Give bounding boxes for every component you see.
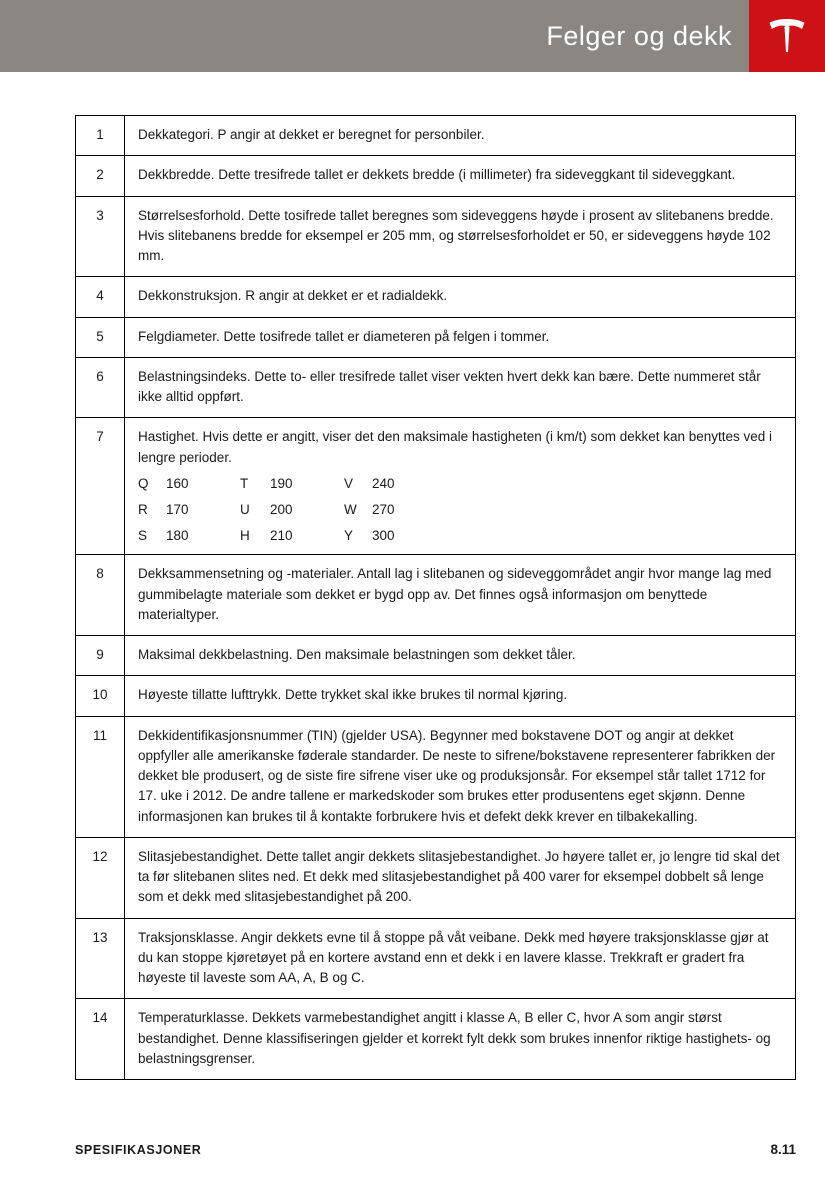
row-description-cell [125,418,795,554]
row-description-text: Maksimal dekkbelastning. Den maksimale belastningen som dekket tåler. [138,647,576,663]
row-description-text: Dekkategori. P angir at dekket er beregnet for personbiler. [138,127,485,142]
row-number: 13 [76,919,125,999]
table-row [75,197,796,278]
table-row [75,277,796,317]
page-header [0,0,825,72]
speed-letter: Q [138,475,149,491]
row-number: 2 [76,156,125,195]
table-row [75,318,796,358]
speed-value: 240 [372,475,395,491]
row-number: 3 [76,197,125,277]
table-row [75,115,796,156]
table-row [75,555,796,636]
row-description-text: Hastighet. Hvis dette er angitt, viser det den maksimale hastigheten (i km/t) som dekket kan benyttes ved i lengre perioder. [138,429,773,465]
table-row [75,717,796,838]
table-row [75,636,796,676]
row-description-text: Temperaturklasse. Dekkets varmebestandighet angitt i klasse A, B eller C, hvor A som angir størst bestandighet. Denne klassifiseringen gjelder et korrekt fylt dekk som brukes innenfor riktige hastighets- og belastningsgrenser. [138,1010,771,1066]
speed-letter: H [240,528,250,544]
tesla-logo-icon [766,15,808,57]
row-number: 8 [76,555,125,635]
row-description-cell [125,636,795,675]
row-number: 4 [76,277,125,316]
row-number: 14 [76,999,125,1079]
row-description-cell [125,318,795,357]
row-description-cell [125,156,795,195]
row-number: 7 [76,418,125,554]
table-row [75,838,796,919]
row-number: 9 [76,636,125,675]
row-description-text: Dekksammensetning og -materialer. Antall lag i slitebanen og sideveggområdet angir hvor mange lag med gummibelagte materiale som dekket er bygd opp av. Det finnes også informasjon om benyttede materialtyper. [138,566,772,622]
speed-letter: V [344,475,354,491]
page-footer [75,1142,796,1157]
speed-letter: T [240,475,249,491]
speed-value: 170 [166,501,189,517]
row-description-text: Dekkbredde. Dette tresifrede tallet er dekkets bredde (i millimeter) fra sideveggkant til sideveggkant. [138,167,736,183]
table-row [75,999,796,1080]
row-description-text: Felgdiameter. Dette tosifrede tallet er diameteren på felgen i tommer. [138,328,550,344]
speed-letter: Y [344,528,354,544]
speed-letter: U [240,501,250,517]
row-description-cell [125,358,795,418]
row-description-text: Dekkidentifikasjonsnummer (TIN) (gjelder USA). Begynner med bokstavene DOT og angir at dekket oppfyller alle amerikanske føderale standarder. De neste to sifrene/bokstavene representerer fabrikken der dekket ble produsert, og de siste fire sifrene viser uke og produksjonsår. For eksempel står tallet 1712 for 17. uke i 2012. De andre tallene er markedskoder som brukes etter produsentens eget skjønn. Denne informasjonen kan brukes til å kontakte forbrukere hvis et defekt dekk krever en tilbakekalling. [138,727,776,824]
row-description-cell [125,676,795,715]
speed-letter: W [344,501,357,517]
footer-section-label: SPESIFIKASJONER [75,1143,202,1157]
table-row [75,676,796,716]
speed-value: 190 [270,475,293,491]
page-title: Felger og dekk [546,20,732,51]
row-description-text: Høyeste tillatte lufttrykk. Dette trykket skal ikke brukes til normal kjøring. [138,687,568,703]
speed-value: 180 [166,528,189,544]
row-number: 6 [76,358,125,418]
row-description-cell [125,919,795,999]
speed-rating-grid [138,476,781,545]
footer-page-number: 8.11 [770,1142,796,1157]
row-description-cell [125,999,795,1079]
row-description-text: Slitasjebestandighet. Dette tallet angir dekkets slitasjebestandighet. Jo høyere tallet er, jo lengre tid skal det ta før slitebanen slites ned. Et dekk med slitasjebestandighet på 400 varer for eksempel dobbelt så lenge som et dekk med slitasjebestandighet på 200. [138,848,780,905]
row-description-cell [125,197,795,277]
speed-value: 300 [372,528,395,544]
row-number: 1 [76,116,125,155]
header-spacer [0,0,546,72]
row-description-text: Traksjonsklasse. Angir dekkets evne til å stoppe på våt veibane. Dekk med høyere traksjonsklasse gjør at du kan stoppe kjøretøyet på en kortere avstand enn et dekk i en lavere klasse. Trekkraft er gradert fra høyeste til laveste som AA, A, B og C. [138,929,769,986]
speed-value: 200 [270,501,293,517]
row-number: 10 [76,676,125,715]
row-description-cell [125,717,795,837]
speed-value: 160 [166,475,189,491]
row-number: 12 [76,838,125,918]
row-description-cell [125,116,795,155]
row-description-cell [125,838,795,918]
row-description-text: Dekkonstruksjon. R angir at dekket er et radialdekk. [138,288,448,304]
table-row [75,418,796,555]
table-row [75,358,796,419]
spec-table [75,115,796,1080]
table-row [75,919,796,1000]
row-description-cell [125,555,795,635]
row-number: 11 [76,717,125,837]
tesla-logo-box [749,0,825,72]
table-row [75,156,796,196]
row-number: 5 [76,318,125,357]
speed-letter: R [138,501,148,517]
row-description-cell [125,277,795,316]
speed-value: 270 [372,501,395,517]
speed-value: 210 [270,528,293,544]
row-description-text: Størrelsesforhold. Dette tosifrede tallet beregnes som sideveggens høyde i prosent av slitebanens bredde. Hvis slitebanens bredde for eksempel er 205 mm, og størrelsesforholdet er 50, er sideveggens høyde 102 mm. [138,207,774,263]
row-description-text: Belastningsindeks. Dette to- eller tresifrede tallet viser vekten hvert dekk kan bære. Dette nummeret står ikke alltid oppført. [138,368,761,404]
page-content [0,72,825,1080]
speed-letter: S [138,528,148,544]
